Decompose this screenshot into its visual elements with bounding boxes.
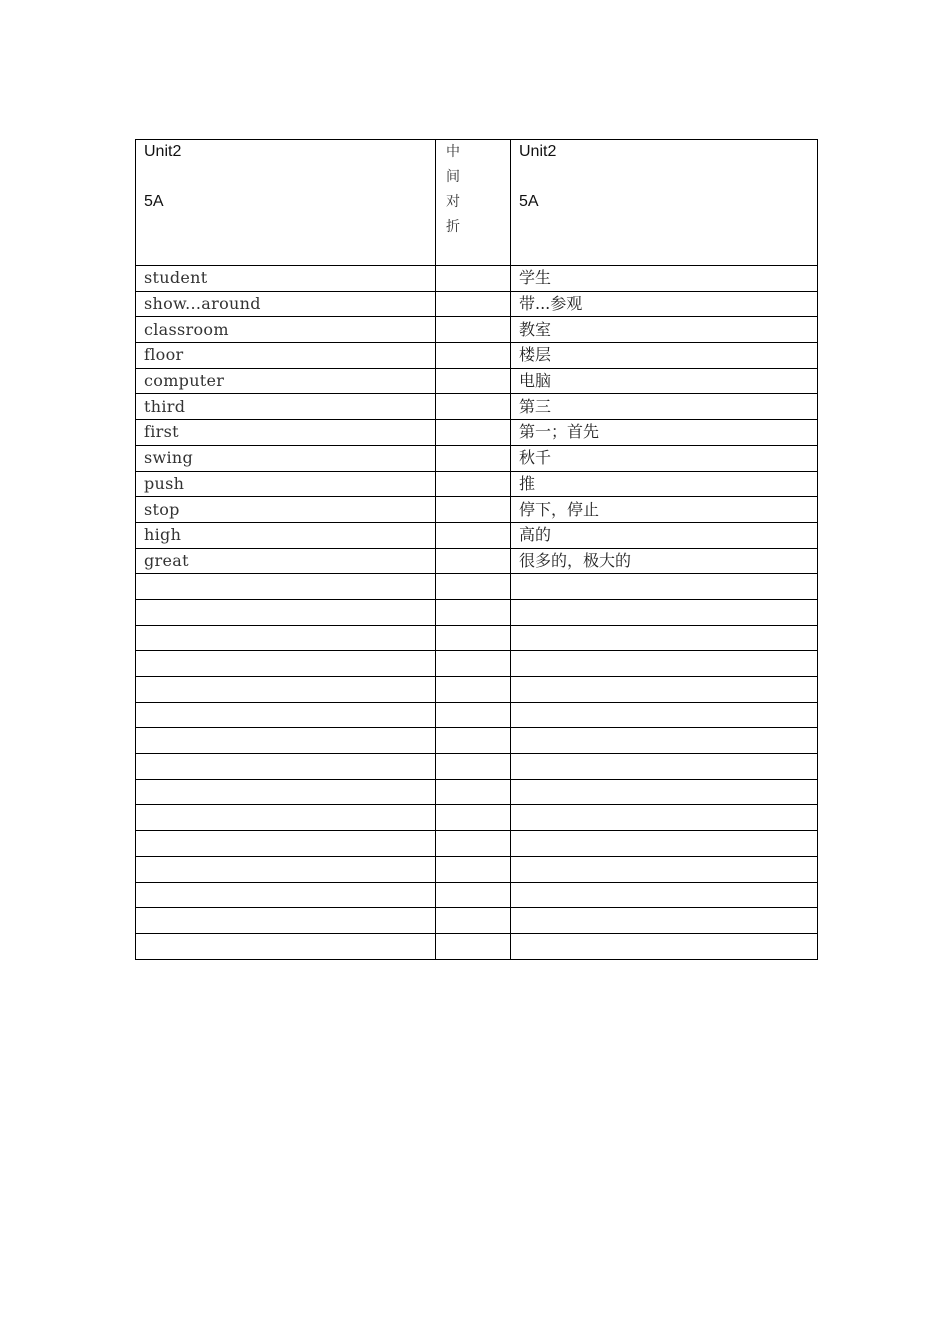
- table-row: [136, 574, 818, 600]
- chinese-meaning-cell: 停下，停止: [511, 497, 818, 523]
- english-word-cell: [136, 882, 436, 908]
- table-row: [136, 831, 818, 857]
- english-word-cell: [136, 856, 436, 882]
- fold-column-cell: [436, 317, 511, 343]
- table-row: [136, 522, 818, 548]
- chinese-meaning-cell: 推: [511, 471, 818, 497]
- fold-column-cell: [436, 651, 511, 677]
- right-header-cell: [511, 140, 818, 266]
- english-word-cell: [136, 754, 436, 780]
- fold-column-cell: [436, 574, 511, 600]
- english-word-cell: [136, 677, 436, 703]
- table-row: [136, 933, 818, 959]
- fold-column-cell: [436, 933, 511, 959]
- english-word-cell: great: [136, 548, 436, 574]
- chinese-meaning-cell: 秋千: [511, 445, 818, 471]
- table-row: [136, 651, 818, 677]
- fold-column-cell: [436, 831, 511, 857]
- fold-column-cell: [436, 754, 511, 780]
- chinese-meaning-cell: 第一；首先: [511, 420, 818, 446]
- chinese-meaning-cell: [511, 908, 818, 934]
- left-header-cell: [136, 140, 436, 266]
- table-row: [136, 779, 818, 805]
- fold-column-cell: [436, 471, 511, 497]
- fold-column-cell: [436, 779, 511, 805]
- chinese-meaning-cell: 很多的，极大的: [511, 548, 818, 574]
- table-row: [136, 856, 818, 882]
- table-row: [136, 625, 818, 651]
- fold-column-cell: [436, 420, 511, 446]
- fold-column-cell: [436, 394, 511, 420]
- chinese-meaning-cell: 教室: [511, 317, 818, 343]
- fold-column-cell: [436, 856, 511, 882]
- english-word-cell: [136, 805, 436, 831]
- english-word-cell: [136, 599, 436, 625]
- left-unit-title: Unit2: [144, 143, 182, 160]
- english-word-cell: [136, 831, 436, 857]
- english-word-cell: computer: [136, 368, 436, 394]
- fold-column-cell: [436, 805, 511, 831]
- table-row: [136, 702, 818, 728]
- table-row: [136, 497, 818, 523]
- chinese-meaning-cell: [511, 574, 818, 600]
- chinese-meaning-cell: 第三: [511, 394, 818, 420]
- fold-instruction: 中间对折: [446, 144, 460, 235]
- fold-column-cell: [436, 497, 511, 523]
- english-word-cell: swing: [136, 445, 436, 471]
- fold-column-cell: [436, 291, 511, 317]
- english-word-cell: classroom: [136, 317, 436, 343]
- english-word-cell: [136, 933, 436, 959]
- left-grade-label: 5A: [144, 193, 164, 210]
- chinese-meaning-cell: 楼层: [511, 343, 818, 369]
- english-word-cell: [136, 625, 436, 651]
- chinese-meaning-cell: [511, 831, 818, 857]
- english-word-cell: show...around: [136, 291, 436, 317]
- chinese-meaning-cell: [511, 933, 818, 959]
- table-row: [136, 754, 818, 780]
- chinese-meaning-cell: [511, 882, 818, 908]
- table-row: [136, 882, 818, 908]
- fold-column-cell: [436, 625, 511, 651]
- table-row: [136, 420, 818, 446]
- english-word-cell: [136, 779, 436, 805]
- chinese-meaning-cell: [511, 856, 818, 882]
- chinese-meaning-cell: [511, 779, 818, 805]
- fold-column-cell: [436, 599, 511, 625]
- table-row: [136, 368, 818, 394]
- chinese-meaning-cell: [511, 728, 818, 754]
- fold-column-cell: [436, 266, 511, 292]
- table-row: [136, 317, 818, 343]
- right-grade-label: 5A: [519, 193, 539, 210]
- english-word-cell: third: [136, 394, 436, 420]
- table-row: [136, 805, 818, 831]
- fold-column-cell: [436, 343, 511, 369]
- chinese-meaning-cell: [511, 754, 818, 780]
- table-row: [136, 343, 818, 369]
- chinese-meaning-cell: [511, 599, 818, 625]
- table-row: [136, 291, 818, 317]
- english-word-cell: [136, 908, 436, 934]
- table-row: [136, 394, 818, 420]
- chinese-meaning-cell: [511, 625, 818, 651]
- header-row: [136, 140, 818, 266]
- english-word-cell: student: [136, 266, 436, 292]
- table-row: [136, 471, 818, 497]
- english-word-cell: [136, 728, 436, 754]
- english-word-cell: stop: [136, 497, 436, 523]
- table-row: [136, 266, 818, 292]
- chinese-meaning-cell: [511, 702, 818, 728]
- table-row: [136, 548, 818, 574]
- table-row: [136, 599, 818, 625]
- chinese-meaning-cell: [511, 677, 818, 703]
- table-row: [136, 445, 818, 471]
- vocabulary-table: [135, 139, 818, 960]
- table-row: [136, 728, 818, 754]
- chinese-meaning-cell: 电脑: [511, 368, 818, 394]
- english-word-cell: [136, 574, 436, 600]
- table-row: [136, 908, 818, 934]
- chinese-meaning-cell: 高的: [511, 522, 818, 548]
- table-row: [136, 677, 818, 703]
- chinese-meaning-cell: [511, 805, 818, 831]
- english-word-cell: first: [136, 420, 436, 446]
- fold-column-cell: [436, 368, 511, 394]
- fold-column-cell: [436, 728, 511, 754]
- right-unit-title: Unit2: [519, 143, 557, 160]
- fold-header-cell: [436, 140, 511, 266]
- chinese-meaning-cell: [511, 651, 818, 677]
- english-word-cell: [136, 651, 436, 677]
- english-word-cell: push: [136, 471, 436, 497]
- english-word-cell: floor: [136, 343, 436, 369]
- fold-column-cell: [436, 882, 511, 908]
- fold-column-cell: [436, 908, 511, 934]
- fold-column-cell: [436, 548, 511, 574]
- english-word-cell: [136, 702, 436, 728]
- fold-column-cell: [436, 522, 511, 548]
- chinese-meaning-cell: 学生: [511, 266, 818, 292]
- fold-column-cell: [436, 702, 511, 728]
- english-word-cell: high: [136, 522, 436, 548]
- chinese-meaning-cell: 带...参观: [511, 291, 818, 317]
- fold-column-cell: [436, 445, 511, 471]
- fold-column-cell: [436, 677, 511, 703]
